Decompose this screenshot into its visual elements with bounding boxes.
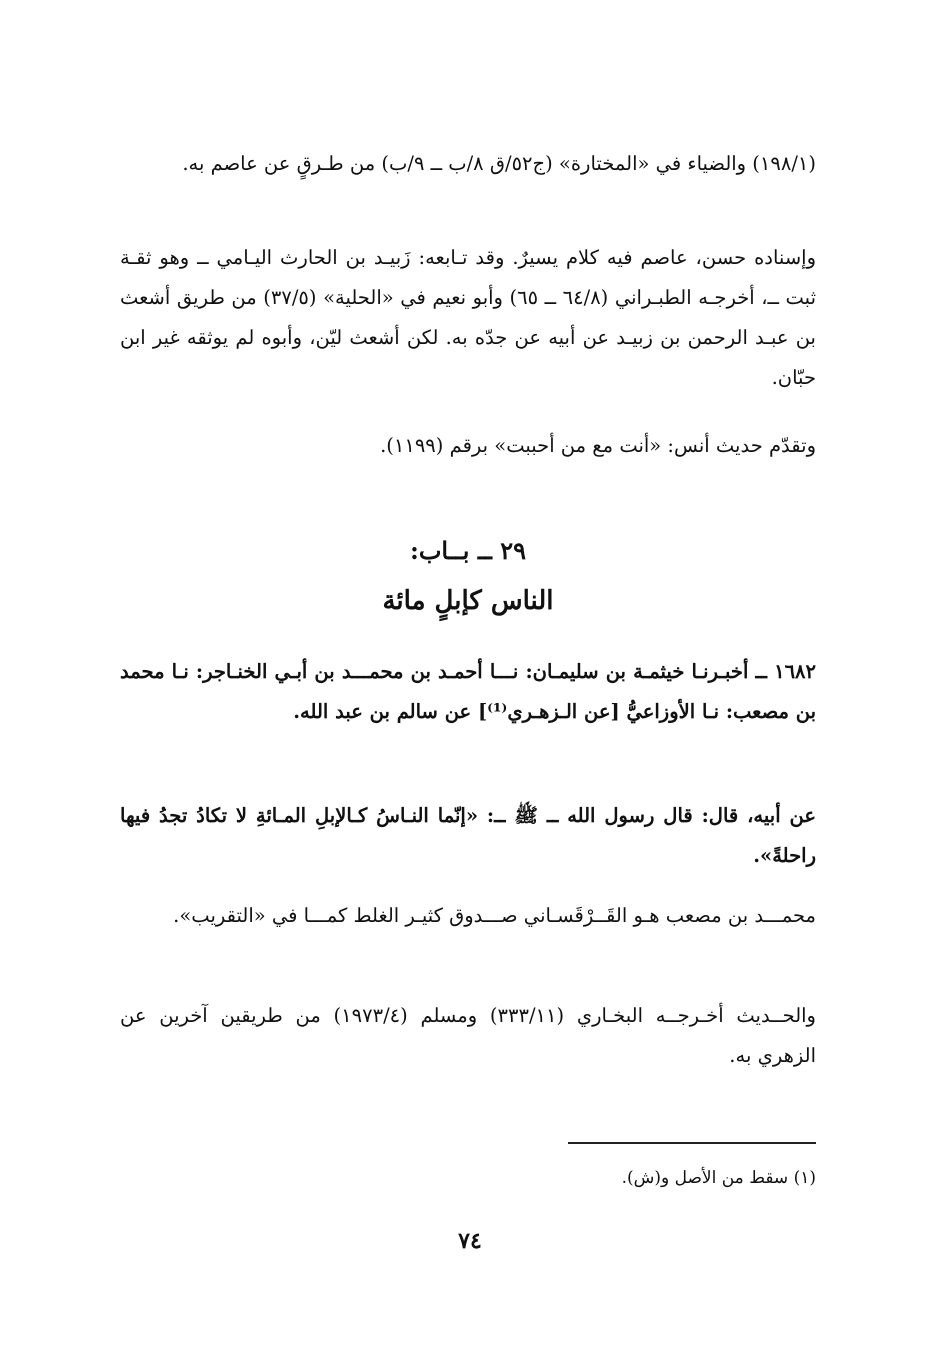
chapter-title: الناس كإبلٍ مائة bbox=[382, 586, 554, 616]
paragraph-text: والحــديث أخـرجــه البخـاري (٣٣٣/١١) ومسلم (١٩٧٣/٤) من طريقين آخرين عن الزهري به. bbox=[120, 1004, 816, 1067]
hadith-isnad bbox=[120, 652, 816, 732]
paragraph-text: وإسناده حسن، عاصم فيه كلام يسيرٌ. وقد تـابعه: زَبيـد بن الحارث اليـامي ــ وهو ثقـة ثبت ــ، أخرجـه الطبـراني (٦٤/٨ ــ ٦٥) وأبو نعيم في «الحلية» (٣٧/٥) من طريق أشعث بن عبـد الرحمن بن زبيـد عن أبيه عن جدّه به. لكن أشعث ليّن، وأبوه لم يوثقه غير ابن حبّان. bbox=[120, 246, 816, 389]
chapter-heading: ٢٩ ــ بــاب: bbox=[409, 536, 527, 565]
paragraph-narrator-note bbox=[120, 896, 816, 936]
paragraph-isnad-grading bbox=[120, 238, 816, 398]
paragraph-text: وتقدّم حديث أنس: «أنت مع من أحببت» برقم (١١٩٩). bbox=[380, 434, 816, 457]
hadith-matn bbox=[120, 796, 816, 876]
paragraph-text: (١٩٨/١) والضياء في «المختارة» (ج٥٢/ق ٨/ب ــ ٩/ب) من طـرقٍ عن عاصم به. bbox=[182, 152, 816, 175]
paragraph-cross-reference bbox=[120, 426, 816, 466]
paragraph-takhrij-continuation bbox=[120, 144, 816, 184]
paragraph-text: ١٦٨٢ ــ أخبـرنـا خيثمـة بن سليمـان: نـــا أحمـد بن محمـــد بن أبـي الخنـاجر: نـا محمد بن مصعب: نـا الأوزاعيُّ [عن الـزهـري⁽¹⁾] عن سالم بن عبد الله. bbox=[120, 660, 816, 723]
paragraph-text: عن أبيه، قال: قال رسول الله ــ ﷺ ــ: «إنّما النـاسُ كـالإبلِ المـائةِ لا تكادُ تجدُ فيها راحلةً». bbox=[120, 804, 816, 867]
footnote: (١) سقط من الأصل و(ش). bbox=[621, 1168, 816, 1188]
page-number: ٧٤ bbox=[458, 1228, 482, 1254]
footnote-divider bbox=[568, 1142, 816, 1144]
paragraph-text: محمـــد بن مصعب هـو القَــرْقَسـاني صـــدوق كثيـر الغلط كمـــا في «التقريب». bbox=[173, 904, 816, 927]
paragraph-takhrij bbox=[120, 996, 816, 1076]
